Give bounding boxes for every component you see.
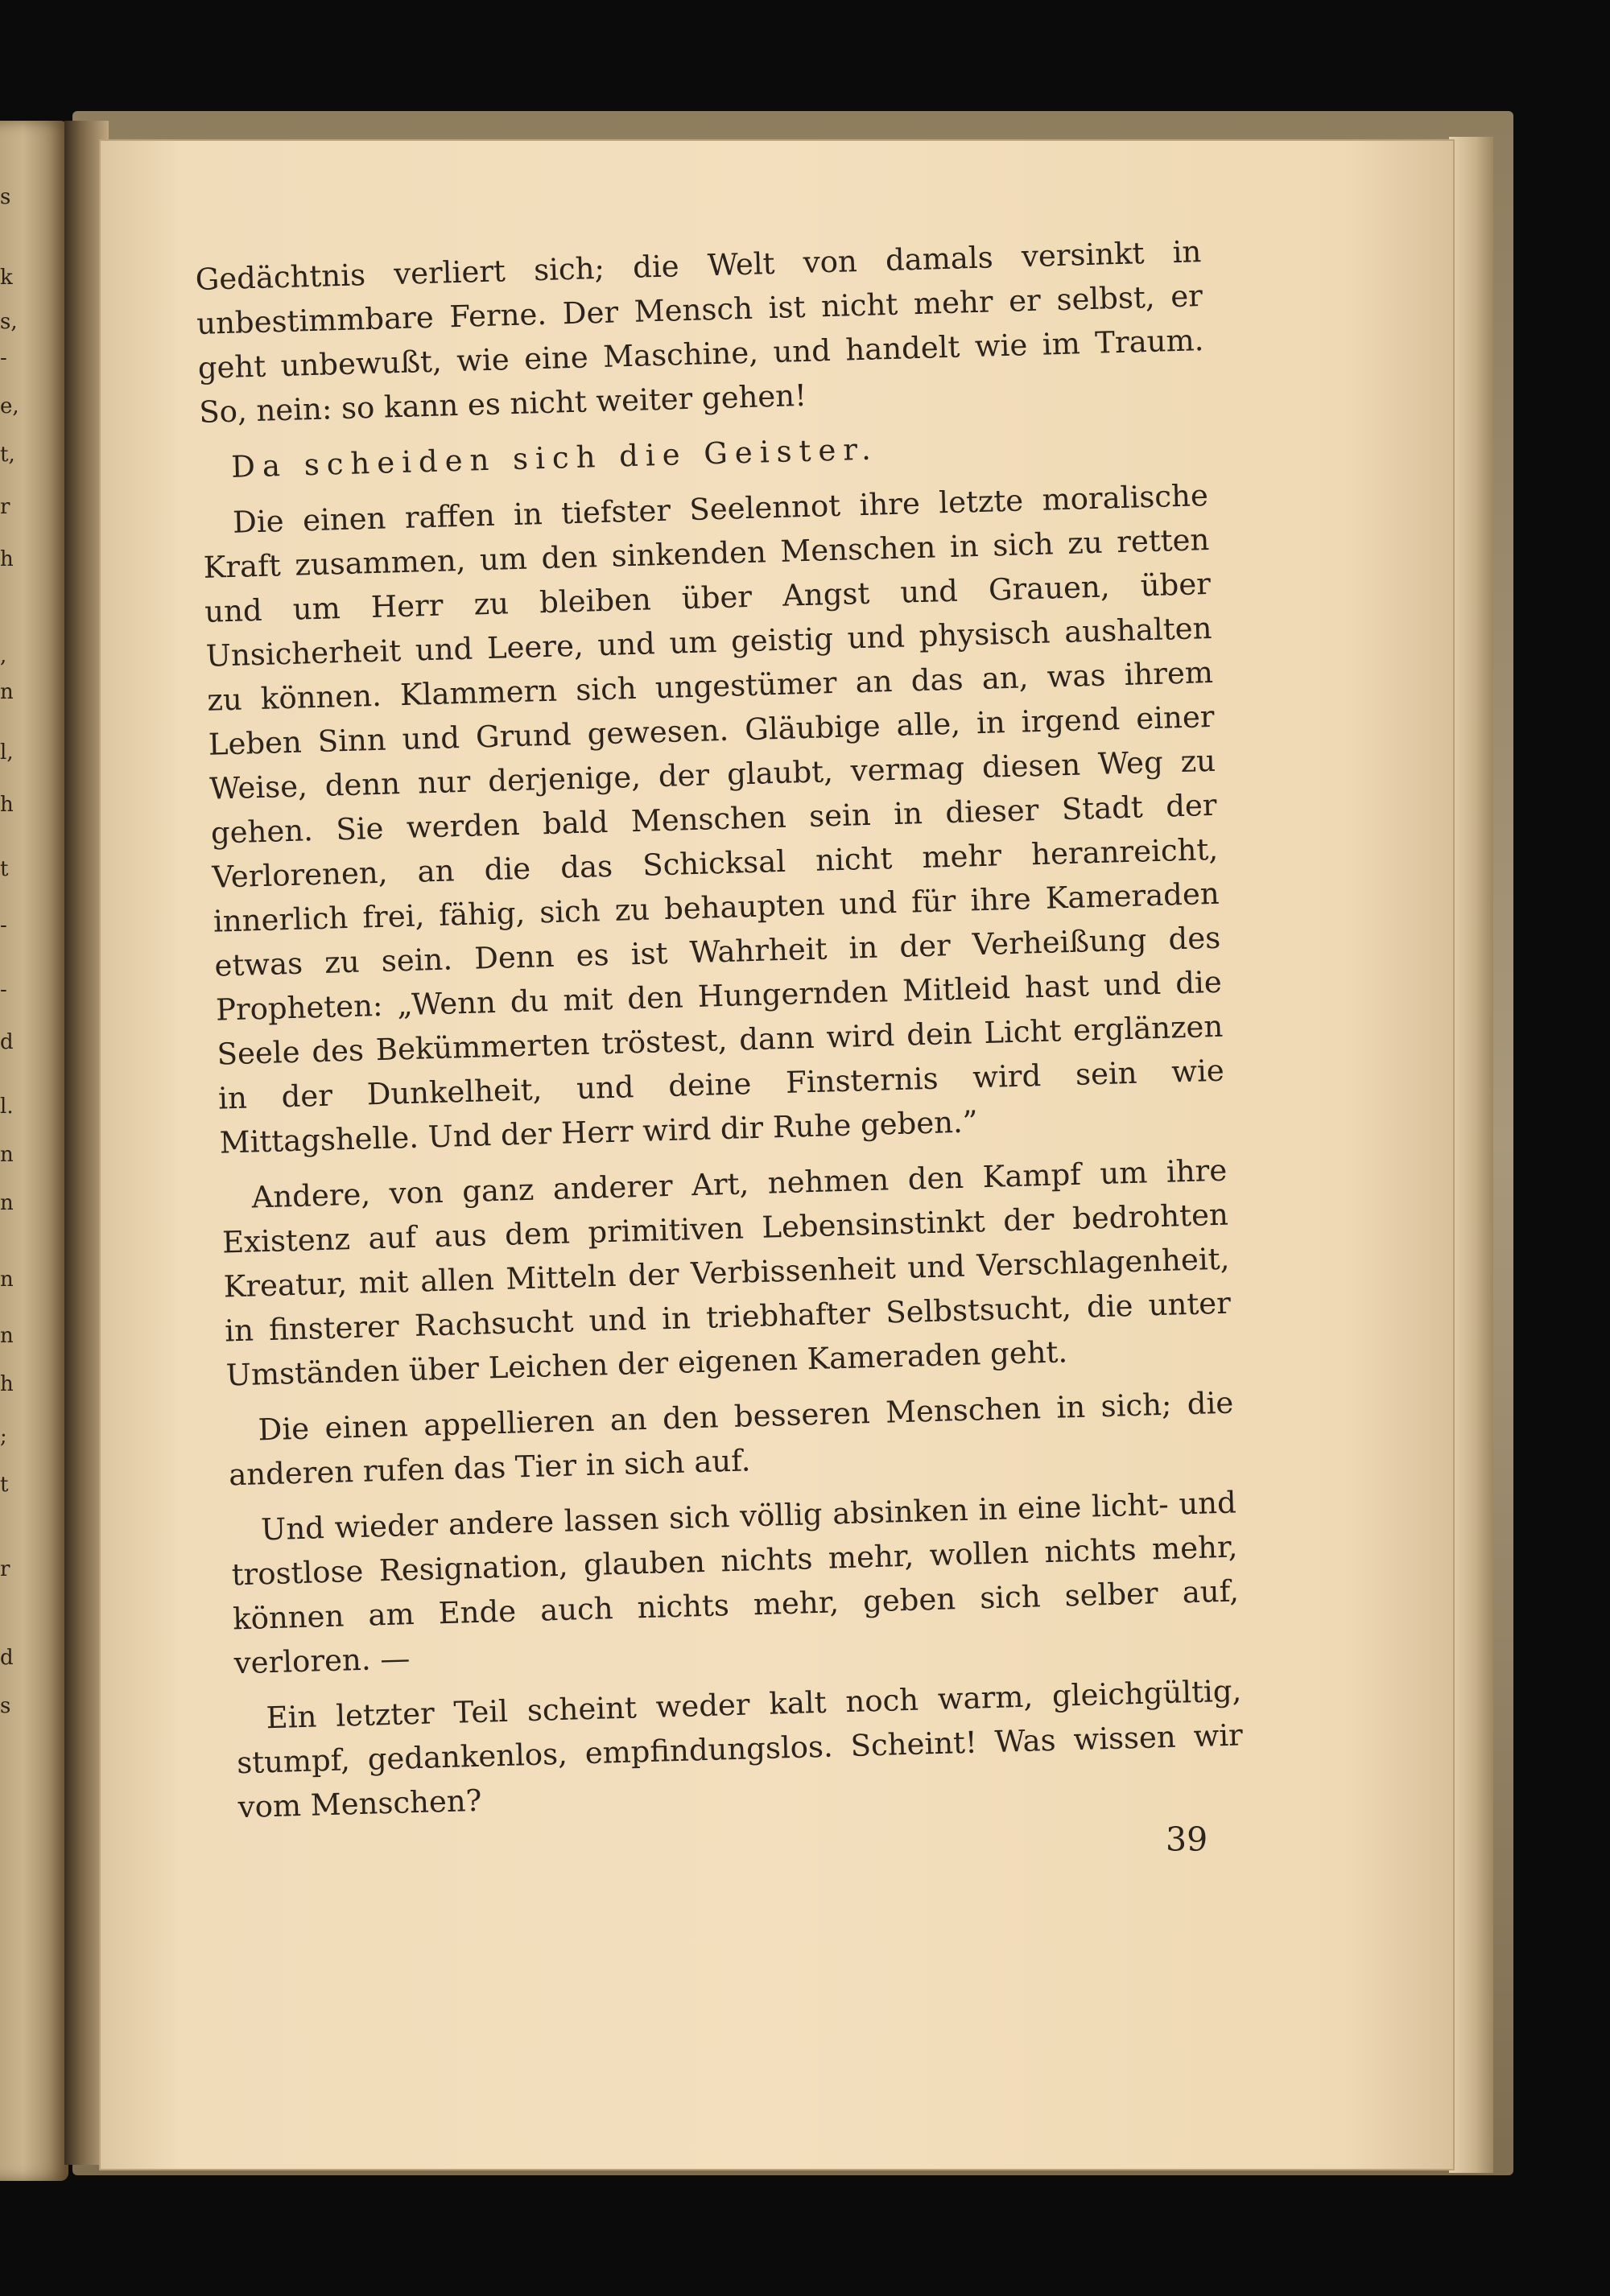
left-page-letter: - <box>0 978 7 1002</box>
left-page-letter: n <box>0 1191 14 1215</box>
left-page-letter: n <box>0 1268 14 1292</box>
left-page-letter: n <box>0 680 14 704</box>
left-page-letter: s, <box>0 310 18 334</box>
left-page-letter: k <box>0 266 13 290</box>
page-number: 39 <box>1166 1820 1208 1859</box>
left-page-letter: - <box>0 913 7 938</box>
left-page-letter: l, <box>0 740 14 765</box>
section-line: Da scheiden sich die Geister. <box>230 431 879 484</box>
left-page-letter: t, <box>0 443 15 467</box>
left-page-letter: r <box>0 495 10 519</box>
left-page-letter: h <box>0 793 14 817</box>
page-text <box>195 229 1245 1841</box>
paragraph: Ein letzter Teil scheint weder kalt noch warm, gleichgültig, stumpf, gedankenlos, empfindungslos. Scheint! Was wissen wir vom Menschen? <box>236 1673 1244 1825</box>
left-page-letter: - <box>0 346 7 370</box>
paragraph: Die einen raffen in tiefster Seelennot ihre letzte moralische Kraft zusammen, um den sinkenden Menschen in sich zu retten und um Herr zu bleiben über Angst und Grauen, über Unsicherheit und Leere, und um geistig und physisch aushalten zu können. Klammern sich ungestümer an das an, was ihrem Leben Sinn und Grund gewesen. Gläubige alle, in irgend einer Weise, denn nur derjenige, der glaubt, vermag diesen Weg zu gehen. Sie werden bald Menschen sein in dieser Stadt der Verlorenen, an die das Schicksal nicht mehr heranreicht, innerlich frei, fähig, sich zu behaupten und für ihre Kameraden etwas zu sein. Denn es ist Wahrheit in der Verheißung des Propheten: „Wenn du mit den Hungernden Mitleid hast und die Seele des Bekümmerten tröstest, dann wird dein Licht erglänzen in der Dunkelheit, und deine Finsternis wird sein wie Mittagshelle. Und der Herr wird dir Ruhe geben.” <box>203 477 1225 1160</box>
paragraph: Die einen appellieren an den besseren Menschen in sich; die anderen rufen das Tier in sich auf. <box>228 1385 1234 1493</box>
left-page-letter: ; <box>0 1424 7 1449</box>
left-page-letter: d <box>0 1030 14 1054</box>
left-page-letter: n <box>0 1143 14 1167</box>
left-page-letter: t <box>0 1473 9 1497</box>
left-page-letter: d <box>0 1646 14 1670</box>
left-page-letter: h <box>0 547 14 571</box>
paragraph: Andere, von ganz anderer Art, nehmen den Kampf um ihre Existenz auf aus dem primitiven Lebensinstinkt der bedrohten Kreatur, mit allen Mitteln der Verbissenheit und Verschlagenheit, in finsterer Rachsucht und in triebhafter Selbstsucht, die unter Umständen über Leichen der eigenen Kameraden geht. <box>221 1152 1232 1393</box>
left-page-letter: , <box>0 644 7 668</box>
left-page-letter: r <box>0 1557 10 1581</box>
left-page-letter: n <box>0 1324 14 1348</box>
left-page-letter: t <box>0 857 9 881</box>
paragraph: Und wieder andere lassen sich völlig absinken in eine licht- und trostlose Resignation, glauben nichts mehr, wollen nichts mehr, können am Ende auch nichts mehr, geben sich selber auf, verloren. — <box>231 1485 1240 1681</box>
left-page-letter: l. <box>0 1094 14 1119</box>
page-stack-edge <box>1449 137 1493 2173</box>
left-page-letter: e, <box>0 394 19 418</box>
left-page-edge <box>0 121 68 2181</box>
left-page-letter: h <box>0 1372 14 1396</box>
left-page-letter: s <box>0 185 11 209</box>
paragraph: Gedächtnis verliert sich; die Welt von damals versinkt in unbestimmbare Ferne. Der Mensch ist nicht mehr er selbst, er geht unbewußt, wie eine Maschine, und handelt wie im Traum. So, nein: so kann es nicht weiter gehen! <box>195 234 1204 430</box>
left-page-letter: s <box>0 1694 11 1718</box>
